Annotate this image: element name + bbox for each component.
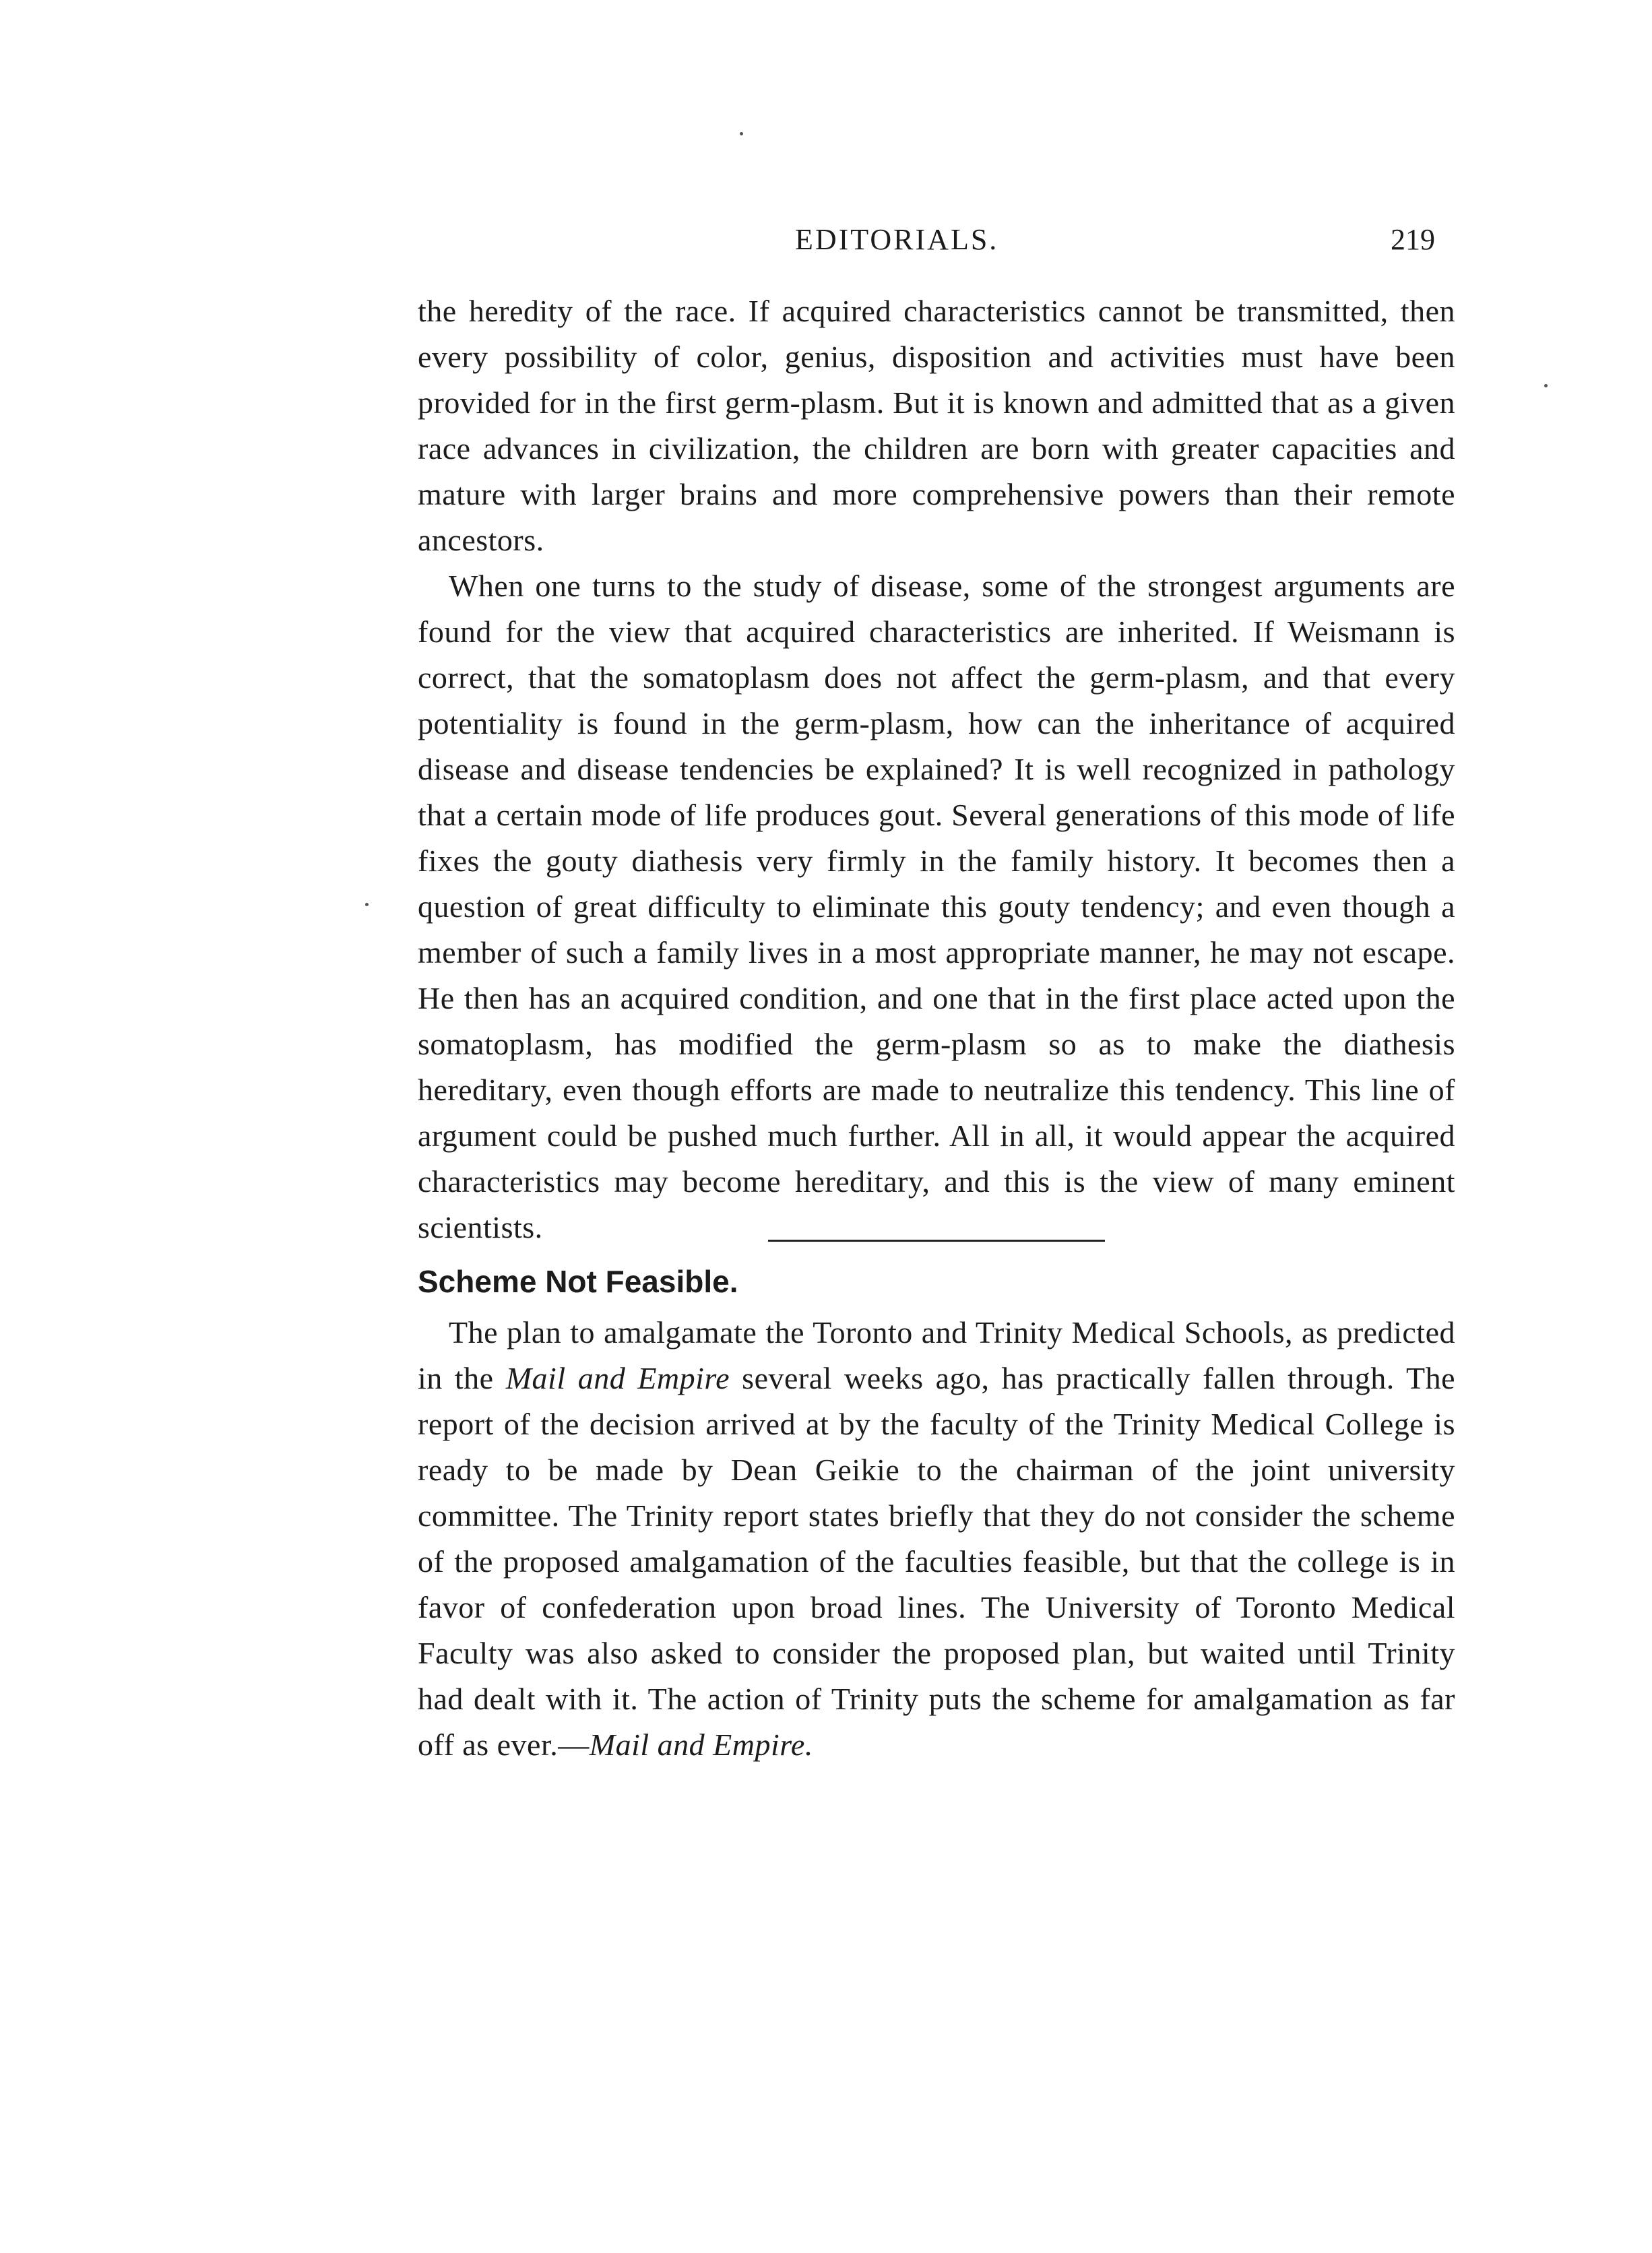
- article-body: [418, 288, 1455, 1768]
- print-speck: [365, 903, 369, 906]
- paragraph-scheme-not-feasible: [418, 1310, 1455, 1768]
- page-number: 219: [1391, 223, 1435, 256]
- section-heading: Scheme Not Feasible.: [418, 1264, 738, 1299]
- paragraph-heredity-continued: the heredity of the race. If acquired characteristics cannot be transmitted, then every possibility of color, genius, disposition and activities must have been provided for in the first germ-plasm. But it is known and admitted that as a given race advances in civilization, the children are born with greater capacities and mature with larger brains and more comprehensive powers than their remote ancestors.: [418, 294, 1455, 557]
- paragraph-text-end: several weeks ago, has practically fallen through. The report of the decision arrived at by the faculty of the Trinity Medical College is ready to be made by Dean Geikie to the chairman of the joint university committee. The Trinity report states briefly that they do not consider the scheme of the proposed amalgamation of the faculties feasible, but that the college is in favor of confederation upon broad lines. The University of Toronto Medical Faculty was also asked to consider the proposed plan, but waited until Trinity had dealt with it. The action of Trinity puts the scheme for amalgamation as far off as ever.—: [418, 1361, 1456, 1762]
- paragraph-disease-inheritance: When one turns to the study of disease, some of the strongest arguments are found for the view that acquired characteristics are inherited. If Weismann is correct, that the somatoplasm does not affect the germ-plasm, and that every potentiality is found in the germ-plasm, how can the inheritance of acquired disease and disease tendencies be explained? It is well recognized in pathology that a certain mode of life produces gout. Several generations of this mode of life fixes the gouty diathesis very firmly in the family history. It becomes then a question of great difficulty to eliminate this gouty tendency; and even though a member of such a family lives in a most appropriate manner, he may not escape. He then has an acquired condition, and one that in the first place acted upon the somatoplasm, has modified the germ-plasm so as to make the diathesis hereditary, even though efforts are made to neutralize this tendency. This line of argument could be pushed much further. All in all, it would appear the acquired characteristics may become hereditary, and this is the view of many eminent scientists.: [418, 569, 1455, 1244]
- source-credit: Mail and Empire.: [589, 1727, 813, 1762]
- print-speck: [740, 132, 743, 135]
- section-rule: [768, 1240, 1105, 1242]
- newspaper-name: Mail and Empire: [505, 1361, 730, 1395]
- running-head: EDITORIALS.: [795, 223, 999, 256]
- print-speck: [1544, 384, 1548, 387]
- page-header: [418, 222, 1435, 263]
- paragraph-text-start: The plan to amalgamate the Toronto and Trinity Medical Schools, as predicted in the: [418, 1315, 1455, 1395]
